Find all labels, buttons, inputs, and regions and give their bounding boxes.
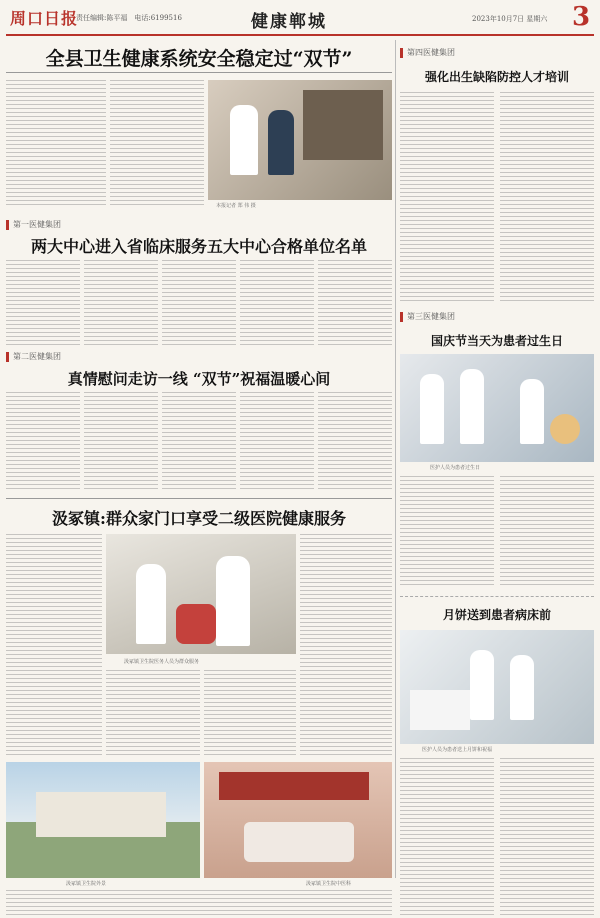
article-headline: 全县卫生健康系统安全稳定过“双节” (45, 48, 353, 70)
article-text (500, 476, 594, 586)
column-divider (395, 40, 396, 878)
article-text (318, 260, 392, 346)
article-headline: 国庆节当天为患者过生日 (430, 334, 563, 348)
photo-caption: 汲冢镇卫生院外景 (66, 881, 107, 887)
article-headline: 汲冢镇:群众家门口享受二级医院健康服务 (52, 509, 346, 528)
article-text (84, 260, 158, 346)
article-headline: 月饼送到患者病床前 (442, 608, 551, 622)
article-text (6, 80, 106, 208)
photo-caption: 汲冢镇卫生院中医科 (306, 881, 352, 887)
photo-caption: 本报记者 郑 伟 摄 (216, 203, 256, 209)
article-text (84, 392, 158, 492)
photo-tcm-department (204, 762, 392, 878)
article-text (6, 260, 80, 346)
photo-clinic-service (106, 534, 296, 654)
photo-caption: 医护人员为患者过生日 (430, 465, 481, 471)
photo-mooncake-delivery (400, 630, 594, 744)
article-text (318, 392, 392, 492)
photo-health-inspection (208, 80, 392, 200)
rule (6, 72, 392, 73)
article-headline: 两大中心进入省临床服务五大中心合格单位名单 (30, 237, 367, 256)
article-text (400, 92, 494, 302)
article-text (6, 890, 392, 918)
photo-clinic-exterior (6, 762, 200, 878)
section-tag: 第一医健集团 (6, 220, 61, 230)
section-tag: 第二医健集团 (6, 352, 61, 362)
article-headline: 真情慰问走访一线 “双节”祝福温暖心间 (67, 370, 331, 388)
article-text (300, 534, 392, 756)
article-text (162, 392, 236, 492)
section-tag: 第四医健集团 (400, 48, 455, 58)
left-column (6, 40, 392, 887)
article-text (110, 80, 204, 208)
photo-caption: 汲冢镇卫生院医务人员为群众服务 (124, 659, 200, 665)
dateline: 2023年10月7日 星期六 (472, 15, 548, 23)
article-text (162, 260, 236, 346)
photo-birthday-celebration (400, 354, 594, 462)
masthead (6, 4, 594, 36)
article-text (106, 670, 200, 756)
article-text (240, 392, 314, 492)
publisher-info: 责任编辑:陈平福 电话:6199516 (76, 14, 182, 22)
photo-caption: 医护人员为患者送上月饼和祝福 (422, 747, 493, 753)
article-text (500, 92, 594, 302)
article-text (6, 534, 102, 756)
article-text (400, 758, 494, 918)
article-text (240, 260, 314, 346)
article-text (500, 758, 594, 918)
article-text (6, 392, 80, 492)
article-text (400, 476, 494, 586)
divider (400, 596, 594, 598)
newspaper-logo: 周口日报 (10, 9, 79, 28)
article-headline: 强化出生缺陷防控人才培训 (424, 70, 569, 84)
page-number: 3 (572, 2, 591, 32)
section-title: 健康郸城 (251, 12, 327, 32)
article-text (204, 670, 296, 756)
rule (6, 498, 392, 499)
section-tag: 第三医健集团 (400, 312, 455, 322)
